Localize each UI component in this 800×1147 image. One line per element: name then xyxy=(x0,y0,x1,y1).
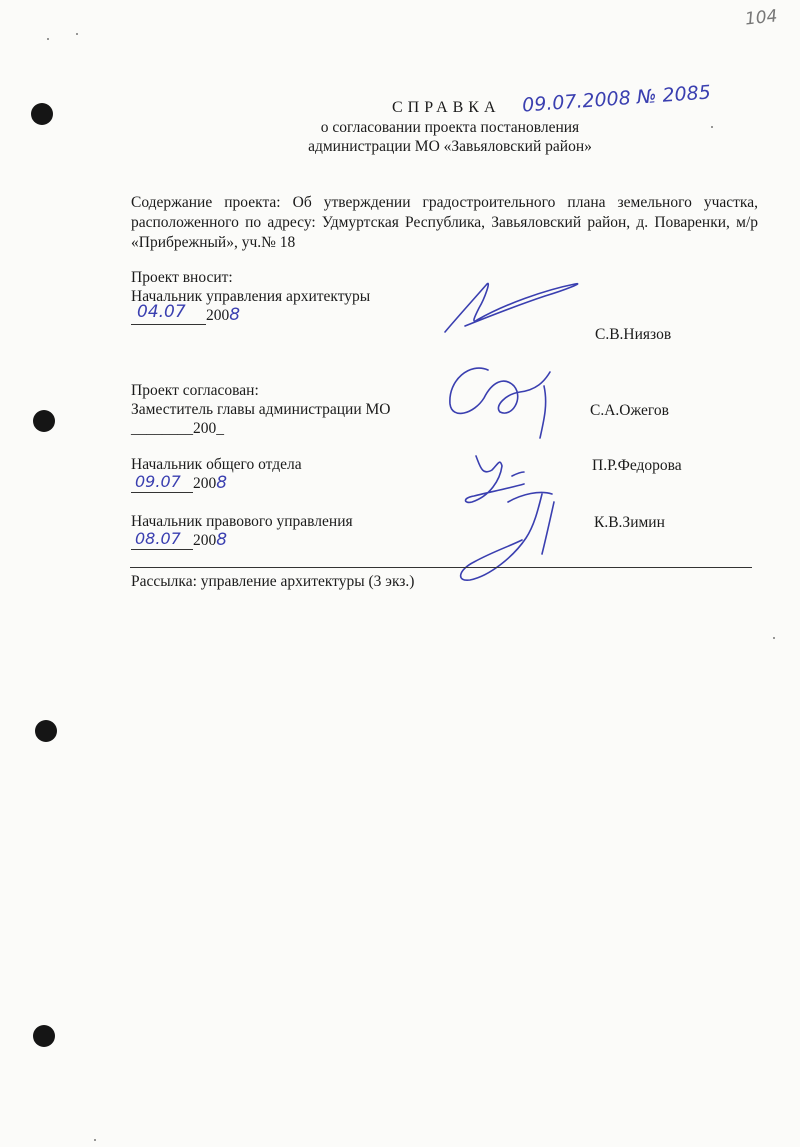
approvals-heading: Проект согласован: xyxy=(131,382,259,399)
submitter-date-handwritten: 04.07 xyxy=(137,302,186,322)
submitter-position: Начальник управления архитектуры xyxy=(131,288,371,305)
page-number: 104 xyxy=(744,6,779,30)
approval-date-printed: 200 xyxy=(193,532,217,549)
signature-niyazov xyxy=(425,270,625,340)
document-subtitle-line1: о согласовании проекта постановления xyxy=(320,119,580,136)
signature-ozhegov xyxy=(440,352,590,442)
punch-hole-1 xyxy=(31,103,53,125)
approval-name: К.В.Зимин xyxy=(594,514,665,531)
signature-zimin xyxy=(430,480,590,590)
scan-speck xyxy=(711,126,713,128)
approval-date-line xyxy=(131,531,227,550)
approval-name: С.А.Ожегов xyxy=(590,402,669,419)
project-content: Содержание проекта: Об утверждении градостроительного плана земельного участка, расположенного по адресу: Удмуртская Республика, Завьяловский район, д. Поваренки, м/р «Прибрежный», уч.№ 18 xyxy=(131,194,758,251)
approval-position: Начальник правового управления xyxy=(131,513,353,530)
approval-date-blank: ________200_ xyxy=(131,420,224,437)
submitter-name: С.В.Ниязов xyxy=(595,326,672,343)
submitter-heading: Проект вносит: xyxy=(131,269,233,286)
scan-speck xyxy=(76,33,78,35)
submitter-date-printed: 200 xyxy=(206,307,230,324)
approval-year-handwritten: 8 xyxy=(216,473,228,493)
scan-speck xyxy=(773,637,775,639)
punch-hole-3 xyxy=(35,720,57,742)
submitter-year-handwritten: 8 xyxy=(229,305,241,325)
punch-hole-4 xyxy=(33,1025,55,1047)
approval-date-line xyxy=(131,474,227,493)
approval-date-handwritten: 09.07 xyxy=(135,472,181,491)
document-subtitle-line2: администрации МО «Завьяловский район» xyxy=(308,138,592,155)
separator-line xyxy=(130,567,752,568)
approval-year-handwritten: 8 xyxy=(216,530,228,550)
approval-date-handwritten: 08.07 xyxy=(135,529,181,548)
distribution-note: Рассылка: управление архитектуры (3 экз.) xyxy=(131,573,415,590)
approval-position: Заместитель главы администрации МО xyxy=(131,401,391,418)
punch-hole-2 xyxy=(33,410,55,432)
approval-date-printed: 200 xyxy=(193,475,217,492)
approval-name: П.Р.Федорова xyxy=(592,457,682,474)
scan-speck xyxy=(94,1139,96,1141)
registration-number: 09.07.2008 № 2085 xyxy=(521,81,712,117)
approval-position: Начальник общего отдела xyxy=(131,456,302,473)
submitter-date-line xyxy=(131,302,241,325)
scan-speck xyxy=(47,38,49,40)
document-title: СПРАВКА xyxy=(392,99,501,116)
